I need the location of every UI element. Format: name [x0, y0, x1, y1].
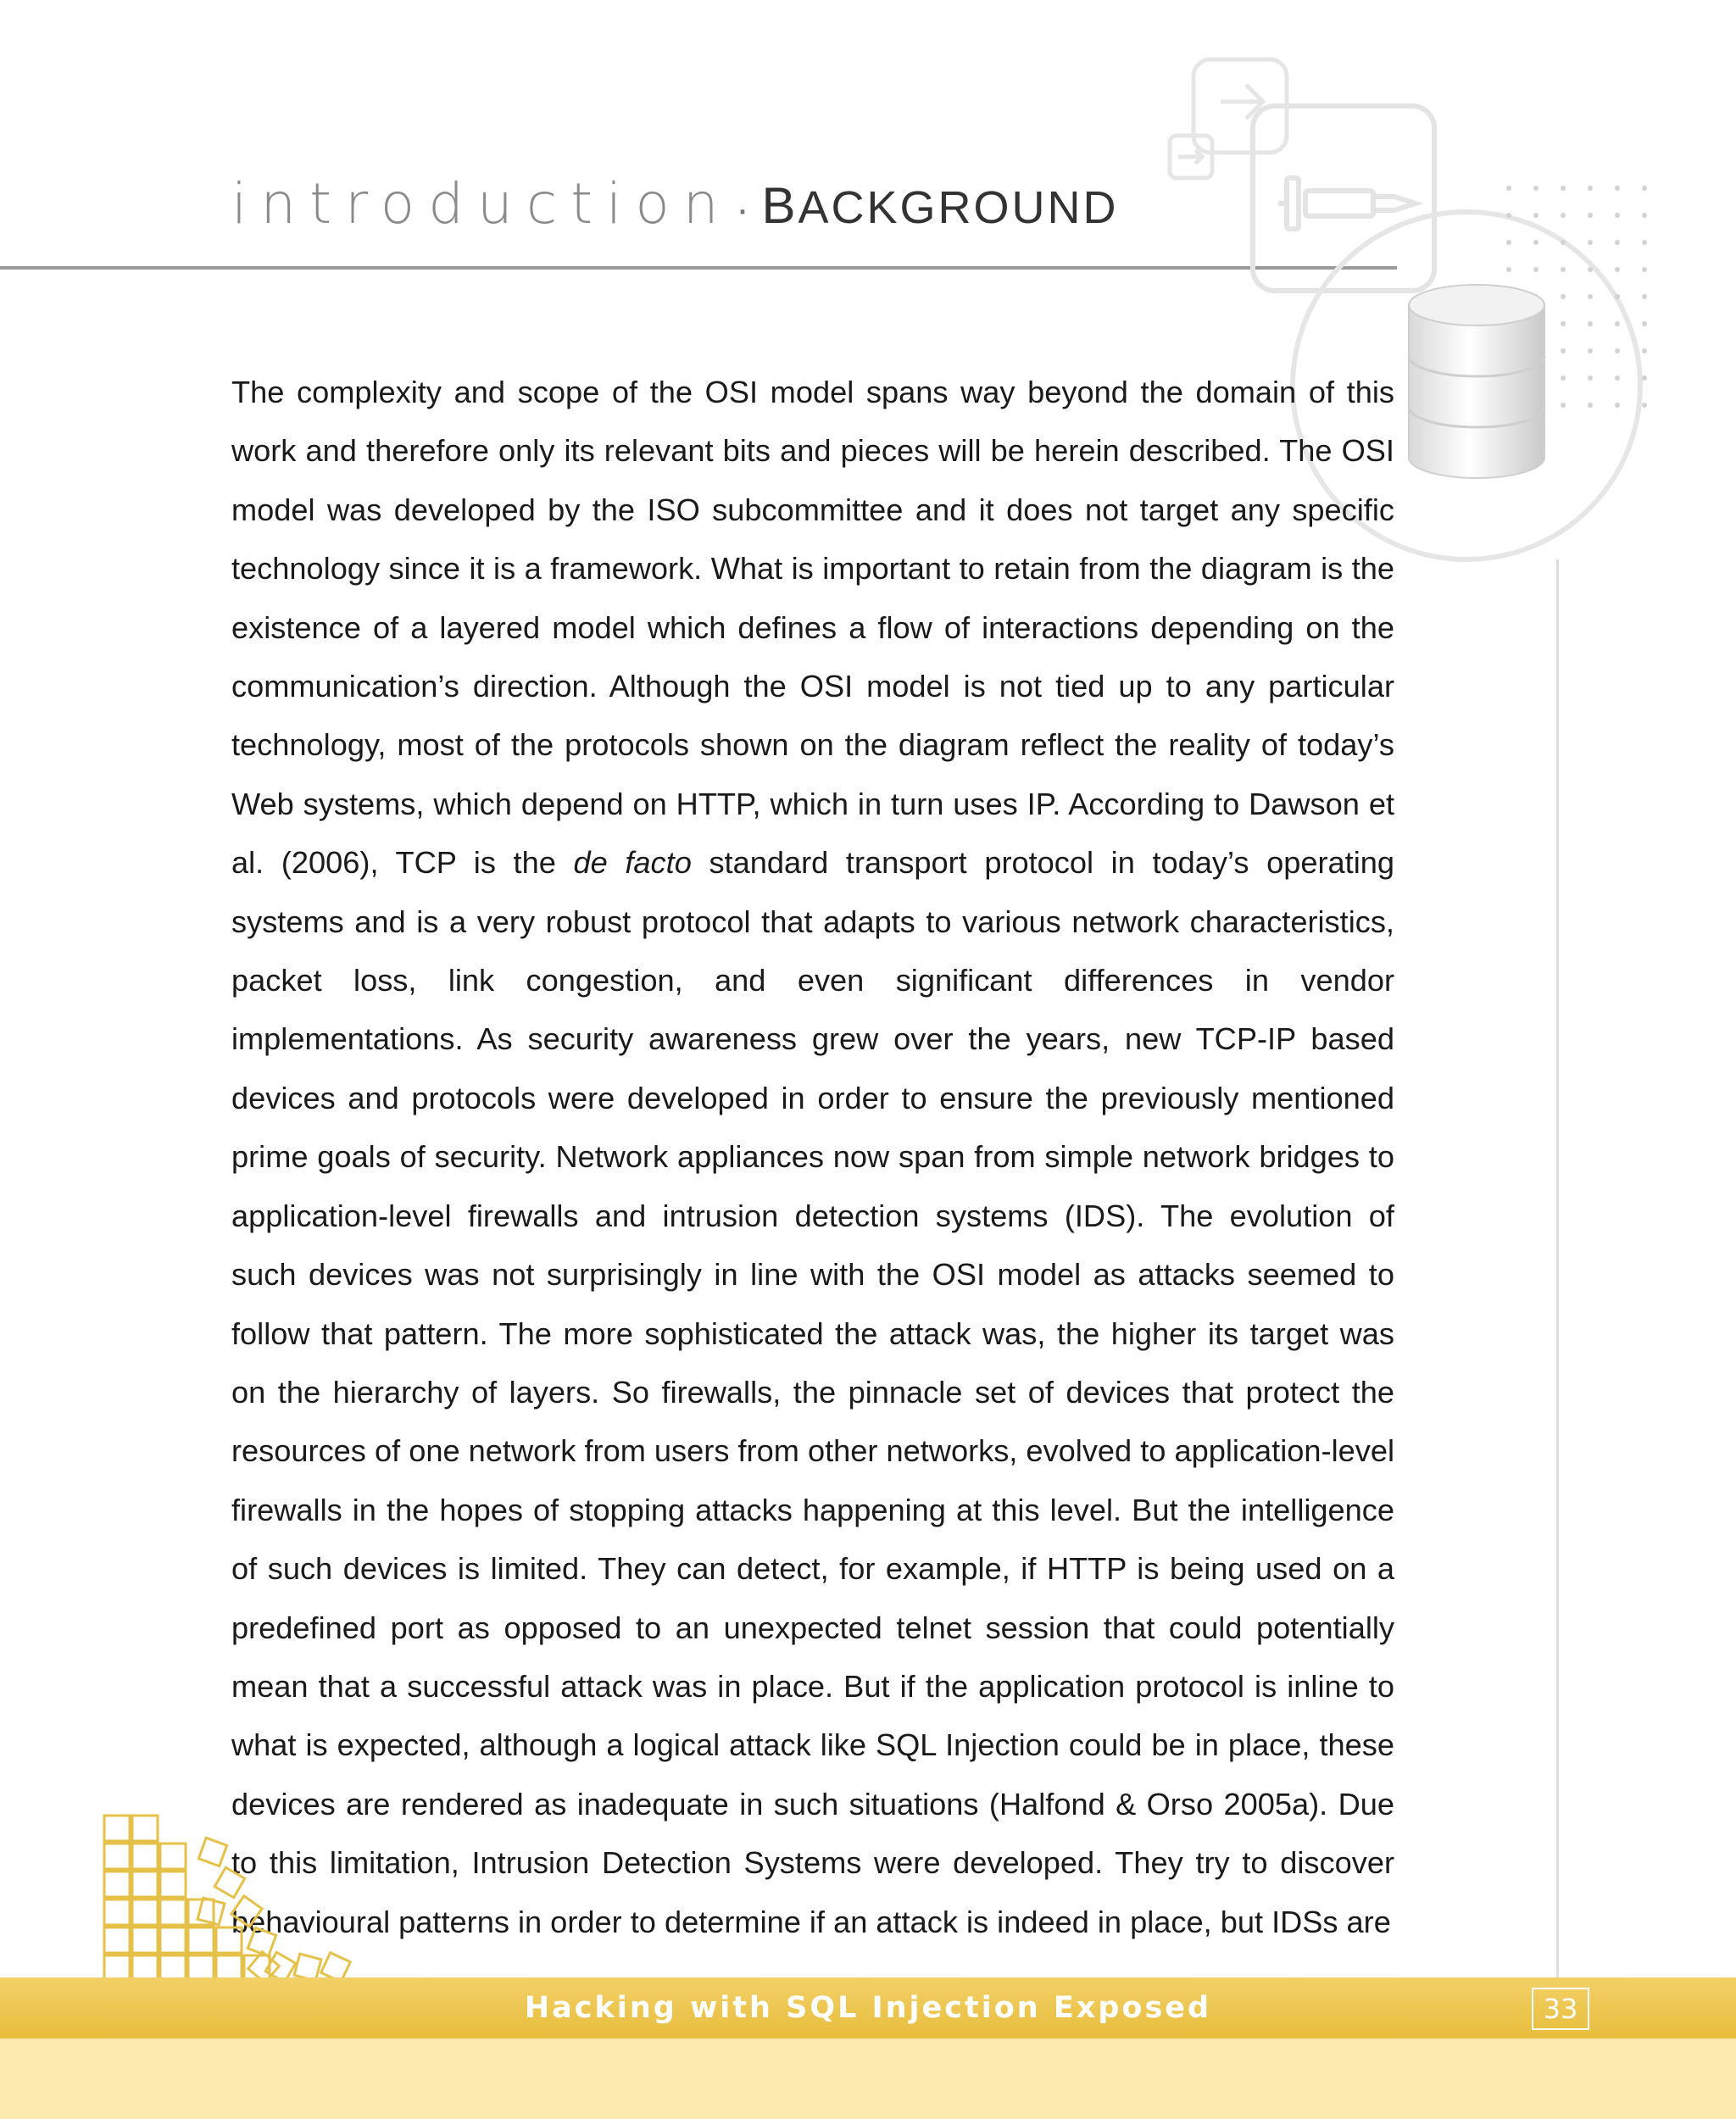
subsection-initial: B [761, 177, 798, 234]
subsection-title [761, 177, 1119, 234]
header-separator: · [736, 187, 749, 232]
subsection-rest: ACKGROUND [798, 182, 1119, 233]
footer-title: Hacking with SQL Injection Exposed [524, 1991, 1212, 2025]
page-number: 33 [1532, 1988, 1589, 2030]
body-text-part-2: standard transport protocol in today’s operating systems and is a very robust protocol that adapts to various network characteristics, packet loss, link congestion, and even significant differences in vendor implementations. As security awareness grew over the years, new TCP-IP based devices and protocols were developed in order to ensure the previously mentioned prime goals of security. Network appliances now span from simple network bridges to application-level firewalls and intrusion detection systems (IDS). The evolution of such devices was not surprisingly in line with the OSI model as attacks seemed to follow that pattern. The more sophisticated the attack was, the higher its target was on the hierarchy of layers. So firewalls, the pinnacle set of devices that protect the resources of one network from users from other networks, evolved to application-level firewalls in the hopes of stopping attacks happening at this level. But the intelligence of such devices is limited. They can detect, for example, if HTTP is being used on a predefined port as opposed to an unexpected telnet session that could potentially mean that a successful attack was in place. But if the application protocol is inline to what is expected, although a logical attack like SQL Injection could be in place, these devices are rendered as inadequate in such situations (Halfond & Orso 2005a). Due to this limitation, Intrusion Detection Systems were developed. They try to discover behavioural patterns in order to determine if an attack is indeed in place, but IDSs are [231, 845, 1394, 1939]
body-text-part-1: The complexity and scope of the OSI model spans way beyond the domain of this work and therefore only its relevant bits and pieces will be herein described. The OSI model was developed by the ISO subcommittee and it does not target any specific technology since it is a framework. What is important to retain from the diagram is the existence of a layered model which defines a flow of interactions depending on the communication’s direction. Although the OSI model is not tied up to any particular technology, most of the protocols shown on the diagram reflect the reality of today’s Web systems, which depend on HTTP, which in turn uses IP. According to Dawson et al. (2006), TCP is the [231, 375, 1394, 881]
running-header [231, 166, 1119, 242]
section-title: introduction [231, 171, 732, 236]
body-paragraph [231, 363, 1394, 1951]
arrow-icon [1170, 59, 1287, 178]
margin-rule [1556, 559, 1559, 1983]
footer-pale-band [0, 2038, 1736, 2119]
italic-term: de facto [573, 845, 692, 881]
database-icon [1409, 285, 1544, 478]
